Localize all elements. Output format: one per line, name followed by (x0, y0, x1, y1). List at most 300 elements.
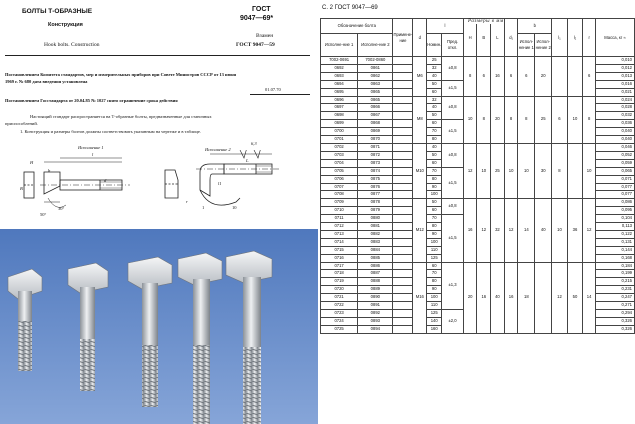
cell-l-nominal: 60 (427, 88, 442, 96)
decree2: Постановлением Госстандарта от 20.04.85 № 1027 снято ограничение срока действия (5, 98, 178, 103)
cell-b1: 18 (518, 262, 535, 333)
cell-B: 16 (477, 262, 491, 333)
cell-b1: 14 (518, 199, 535, 262)
cell-L: 20 (491, 96, 505, 143)
cell-exec1: 0709 (321, 199, 358, 207)
cell-mass: 0,095 (595, 207, 634, 215)
dimensions-table (320, 18, 635, 334)
cell-mass: 0,077 (595, 191, 634, 199)
cell-exec1: 0694 (321, 80, 358, 88)
dim-H: H (30, 160, 34, 165)
cell-exec1: 7002-0691 (321, 57, 358, 65)
cell-application (393, 96, 413, 104)
cell-exec2: 0872 (358, 151, 393, 159)
cell-mass: 0,036 (595, 120, 634, 128)
cell-l-tolerance: ±0,8 (442, 96, 464, 120)
cell-exec2: 0893 (358, 317, 393, 325)
cell-exec1: 0711 (321, 215, 358, 223)
cell-H: 20 (463, 262, 477, 333)
cell-l-tolerance: ±0,8 (442, 199, 464, 215)
cell-r: 6 (583, 57, 596, 97)
cell-l-tolerance: ±1,3 (442, 262, 464, 309)
cell-exec2: 0879 (358, 207, 393, 215)
cell-application (393, 128, 413, 136)
cell-exec2: 0886 (358, 262, 393, 270)
dim-angle1: 30° (58, 206, 65, 211)
th-mass: Масса, кг ≈ (595, 19, 634, 57)
cell-exec1: 0700 (321, 128, 358, 136)
cell-H: 10 (463, 96, 477, 143)
cell-exec1: 0707 (321, 183, 358, 191)
cell-l-nominal: 80 (427, 223, 442, 231)
cell-l-nominal: 125 (427, 254, 442, 262)
right-page (318, 0, 635, 424)
cell-l-nominal: 100 (427, 238, 442, 246)
sizes-header: Размеры в мм (468, 19, 504, 24)
cell-mass: 0,016 (595, 80, 634, 88)
bolt-drawing (0, 150, 318, 230)
cell-exec1: 0717 (321, 262, 358, 270)
cell-exec1: 0723 (321, 310, 358, 318)
cell-L: 16 (491, 57, 505, 97)
cell-exec2: 0892 (358, 310, 393, 318)
table-row (321, 96, 635, 104)
cell-mass: 0,122 (595, 230, 634, 238)
cell-exec2: 0865 (358, 96, 393, 104)
cell-l-nominal: 60 (427, 159, 442, 167)
cell-l-nominal: 60 (427, 207, 442, 215)
cell-exec1: 0721 (321, 294, 358, 302)
cell-l-nominal: 110 (427, 246, 442, 254)
cell-exec2: 0878 (358, 199, 393, 207)
cell-application (393, 57, 413, 65)
cell-l-tolerance: ±1,5 (442, 215, 464, 262)
th-l1: l₁ (552, 19, 568, 57)
cell-b2: 20 (535, 57, 552, 97)
cell-l2: 50 (567, 262, 583, 333)
th-L: L (491, 19, 505, 57)
cell-l-nominal: 40 (427, 104, 442, 112)
cell-exec1: 0716 (321, 254, 358, 262)
cell-mass: 0,184 (595, 262, 634, 270)
cell-exec1: 0714 (321, 238, 358, 246)
cell-application (393, 143, 413, 151)
cell-exec1: 0697 (321, 104, 358, 112)
cell-mass: 0,012 (595, 64, 634, 72)
cell-b1: 6 (518, 57, 535, 97)
cell-l-tolerance: ±1,5 (442, 167, 464, 199)
cell-mass: 0,065 (595, 167, 634, 175)
cell-application (393, 191, 413, 199)
dim-l1: l1 (218, 181, 222, 186)
cell-l-tolerance: ±0,8 (442, 143, 464, 167)
cell-application (393, 175, 413, 183)
page-header: С. 2 ГОСТ 9047—69 (322, 5, 378, 11)
cell-l-tolerance: ±0,8 (442, 57, 464, 81)
th-exec1: Исполне-ние 1 (321, 34, 358, 57)
th-designation: Обозначение болта (321, 19, 393, 34)
cell-d1: 12 (504, 199, 518, 262)
cell-application (393, 80, 413, 88)
dim-b: b (48, 168, 51, 173)
gost-label: ГОСТ (252, 6, 271, 13)
th-H: H (463, 19, 477, 57)
cell-l-nominal: 50 (427, 151, 442, 159)
cell-application (393, 325, 413, 333)
doc-title-en: Hook bolts. Construction (44, 42, 100, 48)
cell-mass: 0,247 (595, 294, 634, 302)
cell-application (393, 230, 413, 238)
cell-l1: 10 (552, 199, 568, 262)
cell-exec2: 0865 (358, 88, 393, 96)
cell-mass: 0,010 (595, 57, 634, 65)
cell-exec2: 0883 (358, 238, 393, 246)
cell-l-nominal: 80 (427, 136, 442, 144)
cell-exec2: 0884 (358, 246, 393, 254)
cell-application (393, 310, 413, 318)
cell-application (393, 262, 413, 270)
cell-exec1: 0699 (321, 120, 358, 128)
cell-exec2: 0882 (358, 230, 393, 238)
cell-mass: 0,113 (595, 223, 634, 231)
cell-l-nominal: 50 (427, 112, 442, 120)
cell-exec2: 0874 (358, 167, 393, 175)
cell-exec2: 0877 (358, 191, 393, 199)
cell-application (393, 112, 413, 120)
cell-exec2: 0869 (358, 128, 393, 136)
cell-exec2: 0889 (358, 286, 393, 294)
cell-exec1: 0712 (321, 223, 358, 231)
th-l: l (427, 19, 464, 34)
cell-exec2: 0880 (358, 215, 393, 223)
cell-l-nominal: 50 (427, 199, 442, 207)
cell-mass: 0,021 (595, 88, 634, 96)
scope-line1: Настоящий стандарт распространяется на Т-образные болты, предназначенные для станочных (30, 114, 212, 119)
cell-exec1: 0713 (321, 230, 358, 238)
cell-r: 12 (583, 199, 596, 262)
cell-application (393, 207, 413, 215)
cell-exec1: 0725 (321, 325, 358, 333)
cell-B: 6 (477, 57, 491, 97)
table-row (321, 262, 635, 270)
cell-application (393, 167, 413, 175)
cell-b1: 8 (518, 96, 535, 143)
cell-l-nominal: 90 (427, 183, 442, 191)
clause-1: 1. Конструкция и размеры болтов должны соответствовать указанным на чертеже и в таблице. (20, 129, 202, 134)
cell-l-nominal: 125 (427, 310, 442, 318)
cell-l-nominal: 32 (427, 64, 442, 72)
cell-application (393, 183, 413, 191)
cell-exec1: 0720 (321, 286, 358, 294)
doc-subtitle: Конструкция (48, 22, 83, 28)
cell-d1: 10 (504, 143, 518, 198)
cell-b2: 25 (535, 96, 552, 143)
cell-exec1: 0703 (321, 151, 358, 159)
dim-pos1: 1 (202, 205, 205, 210)
decree1-line1: Постановлением Комитета стандартов, мер и измерительных приборов при Совете Министров СССР от 13 июня (5, 72, 237, 77)
cell-l-nominal: 110 (427, 302, 442, 310)
cell-mass: 0,024 (595, 96, 634, 104)
cell-exec1: 0701 (321, 136, 358, 144)
cell-l1: 12 (552, 262, 568, 333)
th-d1: d₁ (504, 19, 518, 57)
cell-exec1: 0718 (321, 270, 358, 278)
cell-b2: 30 (535, 143, 552, 198)
cell-application (393, 215, 413, 223)
cell-l-nominal: 70 (427, 128, 442, 136)
replace-number: ГОСТ 9047—59 (236, 42, 275, 48)
cell-exec2: 0881 (358, 223, 393, 231)
cell-r: 10 (583, 143, 596, 198)
gost-number: 9047—69* (240, 15, 274, 22)
cell-application (393, 254, 413, 262)
cell-mass: 0,032 (595, 112, 634, 120)
cell-l-nominal: 32 (427, 96, 442, 104)
cell-exec1: 0705 (321, 167, 358, 175)
th-nominal: Номин. (427, 34, 442, 57)
cell-l-nominal: 60 (427, 262, 442, 270)
cell-application (393, 64, 413, 72)
date-underline (250, 94, 310, 95)
cell-exec1: 0715 (321, 246, 358, 254)
th-exec2: Исполне-ние 2 (358, 34, 393, 57)
roughness-value: 6,3 (251, 141, 257, 146)
cell-exec1: 0695 (321, 88, 358, 96)
cell-application (393, 104, 413, 112)
bolt-render-image (0, 229, 318, 424)
cell-l-nominal: 160 (427, 325, 442, 333)
cell-application (393, 151, 413, 159)
cell-mass: 0,168 (595, 254, 634, 262)
cell-exec2: 0870 (358, 136, 393, 144)
cell-application (393, 159, 413, 167)
cell-mass: 0,231 (595, 286, 634, 294)
cell-exec2: 0861 (358, 64, 393, 72)
exec1-shank (60, 180, 122, 190)
cell-mass: 0,294 (595, 310, 634, 318)
cell-application (393, 246, 413, 254)
cell-mass: 0,215 (595, 278, 634, 286)
cell-l2: 36 (567, 199, 583, 262)
th-tolerance: Пред. откл. (442, 34, 464, 57)
cell-b2: 40 (535, 199, 552, 262)
cell-application (393, 72, 413, 80)
cell-exec2: 0890 (358, 294, 393, 302)
cell-d: M12 (413, 199, 427, 262)
cell-application (393, 278, 413, 286)
th-B: B (477, 19, 491, 57)
dim-B: B (20, 186, 23, 191)
decree1-date: 01.07.70 (265, 87, 281, 92)
cell-mass: 0,271 (595, 302, 634, 310)
cell-mass: 0,086 (595, 199, 634, 207)
cell-l-nominal: 90 (427, 230, 442, 238)
cell-exec2: 0867 (358, 112, 393, 120)
cell-H: 16 (463, 199, 477, 262)
cell-exec2: 0894 (358, 325, 393, 333)
cell-l2 (567, 143, 583, 198)
cell-exec1: 0702 (321, 143, 358, 151)
cell-exec2: 0885 (358, 254, 393, 262)
cell-mass: 0,046 (595, 143, 634, 151)
cell-application (393, 136, 413, 144)
cell-exec2: 0873 (358, 159, 393, 167)
cell-l2: 10 (567, 96, 583, 143)
th-b-exec1: Испол-нение 1 (518, 34, 535, 57)
decree1-line2: 1969 г. № 680 дата введения установлена (5, 79, 88, 84)
cell-l-nominal: 70 (427, 270, 442, 278)
dim-r: r (186, 199, 188, 204)
cell-exec2: 0863 (358, 80, 393, 88)
cell-exec1: 0722 (321, 302, 358, 310)
table-row (321, 57, 635, 65)
cell-l-nominal: 80 (427, 278, 442, 286)
doc-title: БОЛТЫ Т-ОБРАЗНЫЕ (22, 8, 93, 15)
cell-d1: 6 (504, 57, 518, 97)
cell-exec1: 0710 (321, 207, 358, 215)
table-row (321, 199, 635, 207)
cell-application (393, 286, 413, 294)
cell-mass: 0,144 (595, 246, 634, 254)
cell-exec1: 0693 (321, 72, 358, 80)
cell-mass: 0,028 (595, 104, 634, 112)
cell-l2 (567, 57, 583, 97)
dim-l: l (92, 152, 94, 157)
cell-d1: 8 (504, 96, 518, 143)
cell-exec2: 0862 (358, 72, 393, 80)
cell-mass: 0,013 (595, 72, 634, 80)
cell-b1: 10 (518, 143, 535, 198)
cell-application (393, 238, 413, 246)
cell-exec2: 0868 (358, 120, 393, 128)
cell-mass: 0,040 (595, 128, 634, 136)
cell-l-tolerance: ±2,0 (442, 310, 464, 334)
cell-d1: 16 (504, 262, 518, 333)
dim-angle2: 50° (40, 212, 47, 217)
th-r: r (583, 19, 596, 57)
cell-B: 8 (477, 96, 491, 143)
cell-r: 14 (583, 262, 596, 333)
dim-pos10: 10 (232, 205, 237, 210)
cell-application (393, 88, 413, 96)
exec1-label: Исполнение 1 (78, 145, 104, 150)
cell-l-nominal: 100 (427, 191, 442, 199)
cell-application (393, 317, 413, 325)
cell-mass: 0,052 (595, 151, 634, 159)
dim-d: d (104, 178, 107, 183)
cell-exec1: 0708 (321, 191, 358, 199)
cell-mass: 0,077 (595, 183, 634, 191)
cell-d: M8 (413, 96, 427, 143)
cell-d: M10 (413, 143, 427, 198)
bolt-render-svg (0, 229, 318, 424)
cell-H: 12 (463, 143, 477, 198)
cell-application (393, 120, 413, 128)
cell-exec2: 0866 (358, 104, 393, 112)
cell-l-nominal: 140 (427, 317, 442, 325)
th-b: b (518, 19, 552, 34)
cell-L: 25 (491, 143, 505, 198)
cell-exec1: 0724 (321, 317, 358, 325)
cell-application (393, 223, 413, 231)
th-d: d (413, 19, 427, 57)
cell-L: 32 (491, 199, 505, 262)
cell-exec2: 0888 (358, 278, 393, 286)
cell-exec2: 0876 (358, 183, 393, 191)
cell-application (393, 302, 413, 310)
cell-B: 10 (477, 143, 491, 198)
cell-mass: 0,040 (595, 136, 634, 144)
cell-mass: 0,059 (595, 159, 634, 167)
cell-exec1: 0706 (321, 175, 358, 183)
cell-b2 (535, 262, 552, 333)
cell-l-nominal: 40 (427, 72, 442, 80)
cell-l-nominal: 70 (427, 215, 442, 223)
cell-exec1: 0698 (321, 112, 358, 120)
cell-exec2: 0875 (358, 175, 393, 183)
cell-mass: 0,131 (595, 238, 634, 246)
cell-mass: 0,104 (595, 215, 634, 223)
cell-exec1: 0719 (321, 278, 358, 286)
cell-mass: 0,199 (595, 270, 634, 278)
cell-l-nominal: 25 (427, 57, 442, 65)
scope-line2: приспособлений. (5, 121, 38, 126)
cell-mass: 0,326 (595, 317, 634, 325)
cell-exec1: 0696 (321, 96, 358, 104)
cell-H: 8 (463, 57, 477, 97)
cell-application (393, 294, 413, 302)
cell-application (393, 199, 413, 207)
th-l2: l₂ (567, 19, 583, 57)
cell-mass: 0,071 (595, 175, 634, 183)
cell-l-tolerance: ±1,5 (442, 80, 464, 96)
cell-exec2: 0891 (358, 302, 393, 310)
dim-L: L (246, 158, 249, 163)
exec2-label: Исполнение 2 (205, 147, 231, 152)
cell-exec2: 0887 (358, 270, 393, 278)
cell-mass: 0,326 (595, 325, 634, 333)
cell-d: M16 (413, 262, 427, 333)
cell-l1 (552, 57, 568, 97)
cell-l-nominal: 80 (427, 175, 442, 183)
replace-label: Взамен (256, 33, 274, 39)
cell-l-tolerance: ±1,5 (442, 120, 464, 144)
cell-exec1: 0692 (321, 64, 358, 72)
cell-L: 40 (491, 262, 505, 333)
cell-l1: 8 (552, 143, 568, 198)
th-application: Примене-ние (393, 19, 413, 57)
table-row (321, 143, 635, 151)
exec2-arc (200, 190, 240, 205)
exec1-head (44, 172, 60, 194)
cell-B: 12 (477, 199, 491, 262)
cell-l-nominal: 50 (427, 80, 442, 88)
cell-l-nominal: 90 (427, 286, 442, 294)
cell-l-nominal: 100 (427, 294, 442, 302)
cell-exec2: 0871 (358, 143, 393, 151)
top-divider (5, 55, 310, 56)
cell-r: 8 (583, 96, 596, 143)
cell-l-nominal: 70 (427, 167, 442, 175)
cell-l1: 6 (552, 96, 568, 143)
cell-application (393, 270, 413, 278)
cell-exec2: 7002-0860 (358, 57, 393, 65)
th-b-exec2: Испол-нение 2 (535, 34, 552, 57)
cell-l-nominal: 60 (427, 120, 442, 128)
cell-l-nominal: 40 (427, 143, 442, 151)
cell-exec1: 0704 (321, 159, 358, 167)
cell-d: M6 (413, 57, 427, 97)
